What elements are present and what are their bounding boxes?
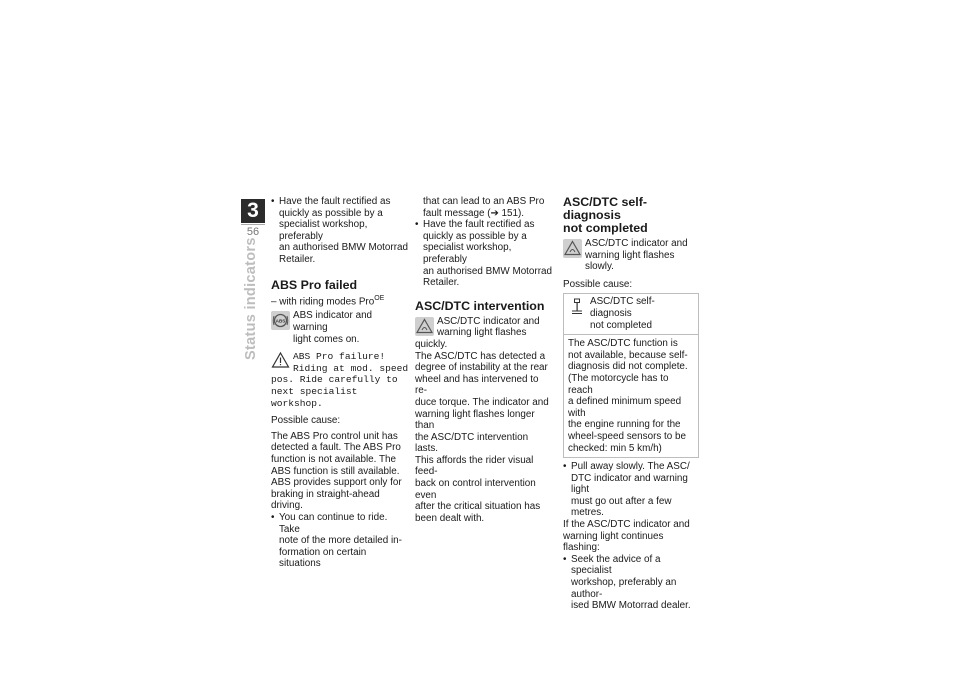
abs-warning-icon bbox=[271, 311, 290, 330]
list-item: • Pull away slowly. The ASC/ DTC indicator and warning light must go out after a few metres. bbox=[563, 461, 690, 519]
wrench-info-icon bbox=[568, 297, 587, 316]
asc-dtc-warning-icon bbox=[415, 317, 434, 336]
chapter-number: 3 bbox=[241, 199, 265, 223]
warning-triangle-icon bbox=[271, 351, 290, 370]
display-text: Riding at mod. speed bbox=[293, 362, 409, 374]
possible-cause-label: Possible cause: bbox=[271, 415, 341, 427]
section-heading-self-diagnosis: ASC/DTC self-diagnosis not completed bbox=[563, 195, 648, 235]
asc-indicator-row: ASC/DTC indicator and warning light flashes bbox=[415, 316, 553, 339]
asc-self-diagnosis-indicator-row: ASC/DTC indicator and warning light flashes slowly. bbox=[563, 238, 699, 273]
abs-indicator-row bbox=[271, 310, 409, 345]
column-1 bbox=[271, 196, 409, 570]
asc-dtc-warning-icon bbox=[563, 239, 582, 258]
continued-text: that can lead to an ABS Pro fault message (➔ 151). bbox=[423, 196, 545, 219]
page-rule bbox=[241, 224, 265, 225]
cause-table bbox=[563, 293, 699, 458]
asc-intervention-body: The ASC/DTC has detected a degree of instability at the rear wheel and has intervened to re- duce torque. The indicator and warning light flashes longer than the ASC/DTC intervention lasts. This affords the rider visual feed- back on control intervention even after the critical situation has been dealt with. bbox=[415, 350, 549, 524]
text-line: Retailer. bbox=[279, 253, 316, 265]
text-line: an authorised BMW Motorrad bbox=[279, 242, 408, 254]
cause-table-header: ASC/DTC self-diagnosis not completed bbox=[564, 294, 698, 335]
column-2: that can lead to an ABS Pro fault message (➔ 151). • Have the fault rectified as quickly as possible by a specialist workshop, preferably an authorised BMW Motorrad Retailer. ASC/DTC intervention ASC/DTC indicator and warning light flashes quickly. The ASC/DTC has detected a degree of instability at the rear wheel and has intervened to re- duce torque. The indicator and warning light flashes longer than the ASC/DTC intervention lasts. This affords the rider visual feed- back on control intervention even after the critical situation has been dealt with. bbox=[415, 196, 552, 524]
display-message bbox=[271, 351, 409, 409]
display-text: ABS Pro failure! bbox=[293, 351, 386, 363]
list-item: • Seek the advice of a specialist workshop, preferably an author- ised BMW Motorrad dealer. bbox=[563, 553, 691, 612]
display-text: next specialist workshop. bbox=[271, 386, 358, 409]
text-line: quickly as possible by a bbox=[279, 207, 383, 219]
cause-table-body: The ASC/DTC function is not available, because self- diagnosis did not complete. (The motorcycle has to reach a defined minimum speed with the engine running for the wheel-speed sensors to be checked: min 5 km/h) bbox=[568, 338, 688, 454]
section-heading-asc-dtc-intervention: ASC/DTC intervention bbox=[415, 298, 545, 313]
display-text: pos. Ride carefully to bbox=[271, 374, 398, 386]
page-number: 56 bbox=[246, 226, 260, 238]
text-line: specialist workshop, preferably bbox=[279, 219, 368, 242]
bullet: • bbox=[271, 196, 275, 207]
chapter-title: Status indicators bbox=[243, 237, 259, 360]
svg-text:ABS: ABS bbox=[275, 318, 286, 324]
list-item bbox=[271, 196, 409, 266]
riding-modes-note: – with riding modes Pro$^{OE}$ bbox=[271, 294, 385, 307]
text-line: ABS indicator and warning bbox=[293, 310, 373, 334]
text-line: Have the fault rectified as bbox=[279, 196, 391, 207]
text-line: light comes on. bbox=[293, 333, 360, 345]
cause-text: The ABS Pro control unit has detected a fault. The ABS Pro function is not available. The ABS function is still available. ABS provides support only for braking in straight-ahead driving. bbox=[271, 430, 402, 512]
section-heading-abs-pro: ABS Pro failed bbox=[271, 277, 358, 292]
list-item: • Have the fault rectified as quickly as possible by a specialist workshop, preferably an authorised BMW Motorrad Retailer. bbox=[415, 219, 552, 289]
list-item: • You can continue to ride. Take note of the more detailed in- formation on certain situations bbox=[271, 511, 402, 570]
column-3: ASC/DTC self-diagnosis not completed ASC/DTC indicator and warning light flashes slowly. Possible cause: ASC/DTC self-diagnosis not completed The ASC/DTC function is not available, because self- diagnosis did not complete. (The motorcycle has to reach a defined minimum speed with the engine running for the wheel-speed sensors to be checked: min 5 km/h) • Pull away slowly. The ASC/ DTC indicator and warning light must go out after a few metres. If the ASC/DTC indicator and warning light continues flashing: • Seek the advice of a specialist workshop, preferably an author- ised BMW Motorrad dealer. bbox=[563, 196, 699, 612]
possible-cause-label: Possible cause: bbox=[563, 278, 633, 290]
